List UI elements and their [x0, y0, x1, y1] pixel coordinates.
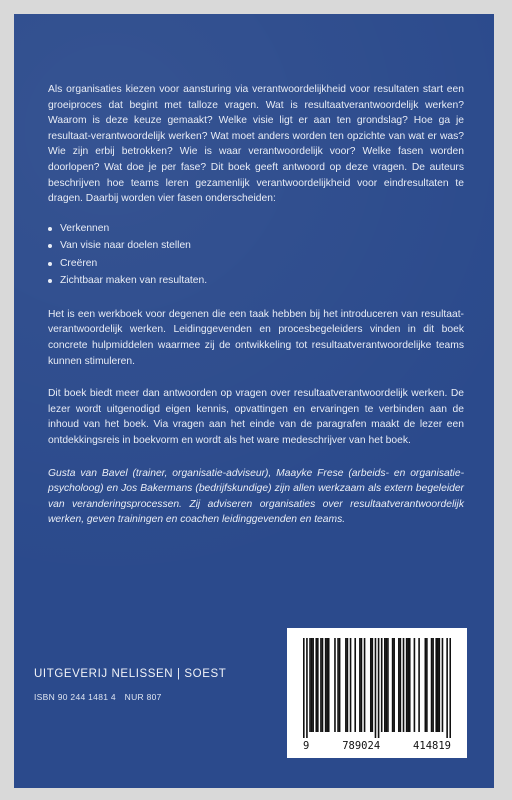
barcode-bar: [400, 638, 402, 732]
barcode-bar: [426, 638, 428, 732]
barcode-bar: [446, 638, 448, 738]
publisher-name: UITGEVERIJ NELISSEN | SOEST: [34, 668, 227, 680]
barcode-bar: [442, 638, 444, 732]
blurb-paragraph-reader: Dit boek biedt meer dan antwoorden op vragen over resultaatverantwoordelijk werken. De lezer wordt uitgenodigd eigen kennis, opvattingen en ervaringen te verbinden aan de inhoud van het boek. Via vragen aan het einde van de paragrafen maakt de lezer een ontdekkingsreis in boekvorm en wordt als het ware medeschrijver van het boek.: [48, 388, 464, 446]
list-item: Creëren: [48, 255, 464, 273]
barcode-bar: [439, 638, 441, 732]
barcode-bar: [364, 638, 366, 732]
barcode-bar: [384, 638, 386, 732]
barcode-digits: [303, 740, 451, 752]
barcode-bar: [393, 638, 395, 732]
barcode-bar: [328, 638, 330, 732]
barcode-bar: [431, 638, 433, 732]
list-item: Zichtbaar maken van resultaten.: [48, 272, 464, 290]
barcode-bar: [398, 638, 400, 732]
barcode-bar: [312, 638, 314, 732]
barcode-bar: [326, 638, 328, 732]
barcode-bar: [418, 638, 420, 732]
barcode-bar: [406, 638, 408, 732]
barcode-bar: [354, 638, 356, 732]
barcode-bar: [309, 638, 311, 732]
barcode-bar: [303, 638, 305, 738]
barcode-bar: [317, 638, 319, 732]
barcode-bar: [311, 638, 313, 732]
barcode-bar: [403, 638, 405, 732]
authors-bio: Gusta van Bavel (trainer, organisatie-adviseur), Maayke Frese (arbeids- en organisatie-psycholoog) en Jos Bakermans (bedrijfskundige) zijn allen werkzaam als extern begeleider van veranderingsprocessen. Zij adviseren organisaties over resultaatverantwoordelijk werken, geven trainingen en coachen leidinggevenden en teams.: [48, 467, 464, 526]
barcode-bar: [378, 638, 380, 738]
barcode-bar: [315, 638, 317, 732]
barcode-bar: [325, 638, 327, 732]
barcode-bar: [414, 638, 416, 732]
barcode-bar: [345, 638, 347, 732]
barcode-lead-digit: 9: [303, 740, 310, 752]
blurb-paragraph-workbook: Het is een werkboek voor degenen die een taak hebben bij het introduceren van resultaat-verantwoordelijk werken. Leidinggevenden en procesbegeleiders vinden in dit boek concrete hulpmiddelen waarmee zij de ontwikkeling tot resultaatverantwoordelijke teams kunnen stimuleren.: [48, 308, 464, 367]
barcode-bar: [320, 638, 322, 732]
phases-list: [48, 220, 464, 290]
barcode-bar: [392, 638, 394, 732]
barcode-bar: [350, 638, 352, 732]
blurb-paragraph-intro: Als organisaties kiezen voor aansturing via verantwoordelijkheid voor resultaten start een groeiproces dat begint met talloze vragen. Wat is resultaatverantwoordelijk werken? Waarom is deze keuze gemaakt? Welke visie ligt er aan ten grondslag? Hoe ga je resultaat-verantwoordelijk werken? Wat moet anders worden ten opzichte van wat er was? Wie zijn erbij betrokken? Wie is waar verantwoordelijk voor? Welke fasen worden doorlopen? Wat doe je per fase? Dit boek geeft antwoord op deze vragen. De auteurs beschrijven hoe teams leren gezamenlijk verantwoordelijkheid voor eindresultaten te dragen. Daarbij worden vier fasen onderscheiden:: [48, 84, 464, 205]
list-item: Verkennen: [48, 220, 464, 238]
barcode-bar: [375, 638, 377, 738]
barcode-bar: [361, 638, 363, 732]
barcode-bar: [339, 638, 341, 732]
barcode-right-group: 414819: [413, 740, 451, 752]
barcode-graphic: [303, 638, 451, 738]
barcode-bar: [306, 638, 308, 738]
barcode-bar: [370, 638, 372, 732]
list-item: Van visie naar doelen stellen: [48, 237, 464, 255]
barcode-bar: [381, 638, 383, 732]
barcode-bar: [372, 638, 374, 732]
barcode-bar: [347, 638, 349, 732]
barcode-bar: [432, 638, 434, 732]
barcode-left-group: 789024: [342, 740, 381, 752]
barcode-bar: [386, 638, 388, 732]
barcode-bar: [425, 638, 427, 732]
barcode-bar: [337, 638, 339, 732]
barcode-panel: [287, 628, 467, 758]
barcode-bar: [322, 638, 324, 732]
barcode-bar: [409, 638, 411, 732]
isbn-line: [34, 692, 168, 702]
isbn-number: ISBN 90 244 1481 4: [34, 692, 116, 702]
blurb-text: [48, 82, 464, 528]
barcode-bar: [334, 638, 336, 732]
barcode-bar: [387, 638, 389, 732]
barcode-bar: [359, 638, 361, 732]
nur-code: NUR 807: [124, 692, 162, 702]
barcode-bar: [437, 638, 439, 732]
barcode-bar: [435, 638, 437, 732]
barcode-bar: [407, 638, 409, 732]
barcode-bar: [449, 638, 451, 738]
